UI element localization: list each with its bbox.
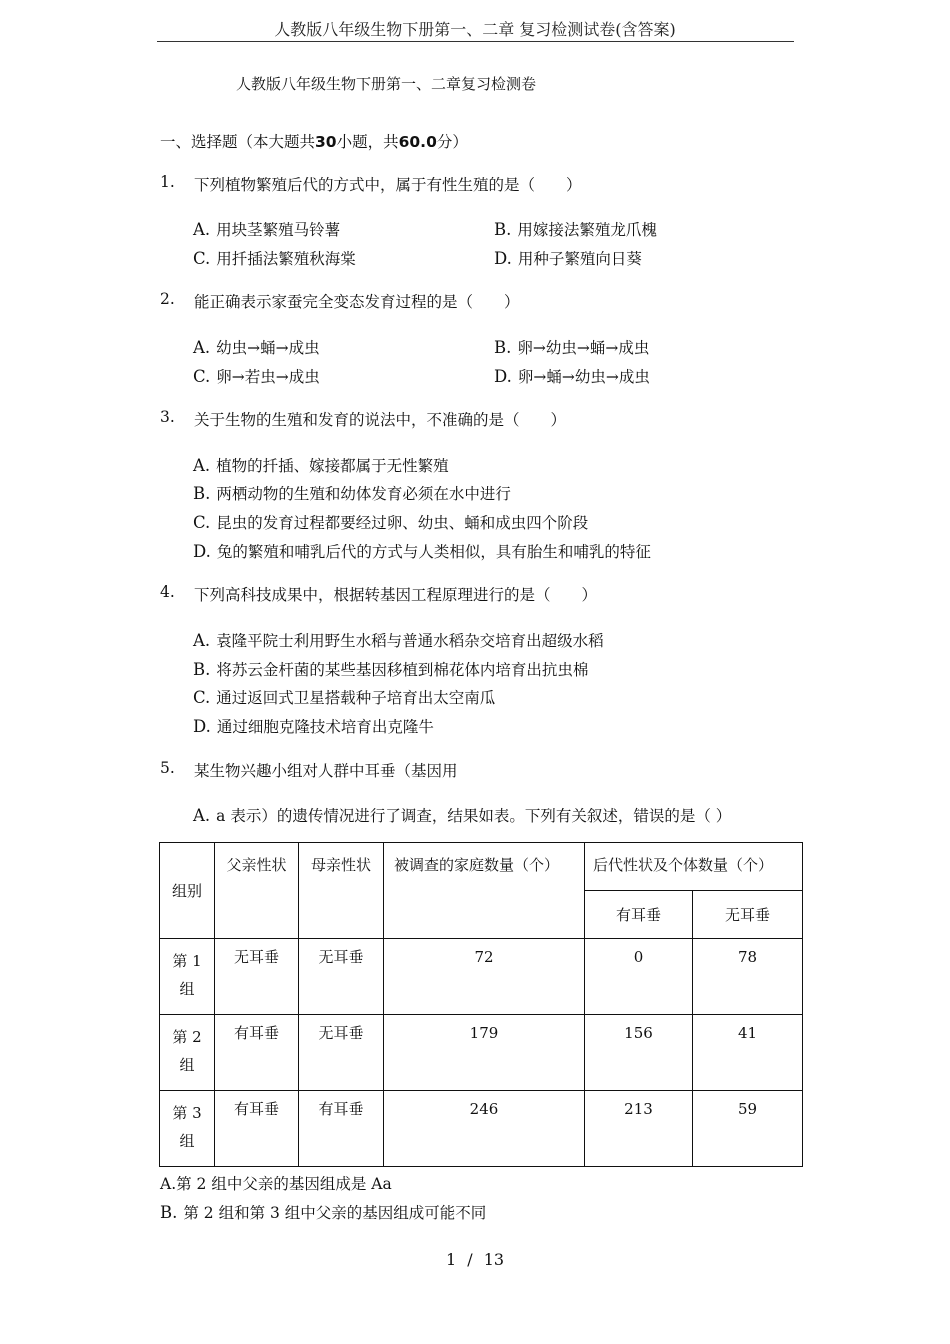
row-3-with: 213 [585, 1091, 693, 1167]
question-2-option-c: C. 卵→若虫→成虫 [193, 367, 320, 386]
row-1-group: 第 1 组 [160, 939, 215, 1015]
header-with-lobe: 有耳垂 [585, 891, 693, 939]
question-3-option-d: D. 兔的繁殖和哺乳后代的方式与人类相似，具有胎生和哺乳的特征 [193, 542, 651, 561]
section-heading [160, 130, 468, 152]
question-1-option-b: B. 用嫁接法繁殖龙爪槐 [494, 220, 657, 239]
question-2-option-d: D. 卵→蛹→幼虫→成虫 [494, 367, 650, 386]
page-separator: / [467, 1250, 473, 1269]
header-mother: 母亲性状 [299, 843, 384, 939]
row-1-with: 0 [585, 939, 693, 1015]
question-2-option-b: B. 卵→幼虫→蛹→成虫 [494, 338, 650, 357]
row-2-without: 41 [693, 1015, 803, 1091]
question-2-text: 能正确表示家蚕完全变态发育过程的是（ ） [194, 293, 520, 311]
question-4-option-d: D. 通过细胞克隆技术培育出克隆牛 [193, 717, 434, 736]
row-1-without: 78 [693, 939, 803, 1015]
row-2-with: 156 [585, 1015, 693, 1091]
question-5-option-b: B. 第 2 组和第 3 组中父亲的基因组成可能不同 [160, 1203, 487, 1222]
question-2-number: 2. [160, 290, 175, 308]
row-1-families: 72 [384, 939, 585, 1015]
question-4-option-b: B. 将苏云金杆菌的某些基因移植到棉花体内培育出抗虫棉 [193, 660, 589, 679]
header-group: 组别 [160, 843, 215, 939]
table-row [160, 1015, 803, 1091]
header-offspring: 后代性状及个体数量（个） [585, 843, 803, 891]
question-3-option-a: A. 植物的扦插、嫁接都属于无性繁殖 [193, 456, 449, 475]
question-3-number: 3. [160, 408, 175, 426]
header-father: 父亲性状 [215, 843, 299, 939]
section-mid: 小题，共 [336, 133, 399, 151]
question-4-option-a: A. 袁隆平院士利用野生水稻与普通水稻杂交培育出超级水稻 [193, 631, 604, 650]
row-3-group: 第 3 组 [160, 1091, 215, 1167]
question-3-text: 关于生物的生殖和发育的说法中，不准确的是（ ） [194, 411, 567, 429]
question-1-text: 下列植物繁殖后代的方式中，属于有性生殖的是（ ） [194, 176, 582, 194]
question-5-number: 5. [160, 759, 175, 777]
document-title: 人教版八年级生物下册第一、二章复习检测卷 [236, 75, 537, 93]
section-count: 30 [315, 133, 337, 151]
question-2-option-a: A. 幼虫→蛹→成虫 [193, 338, 320, 357]
row-1-father: 无耳垂 [215, 939, 299, 1015]
survey-table [159, 842, 803, 1167]
question-1-number: 1. [160, 173, 175, 191]
question-4-option-c: C. 通过返回式卫星搭载种子培育出太空南瓜 [193, 688, 496, 707]
section-suffix: 分） [436, 133, 468, 151]
page-header: 人教版八年级生物下册第一、二章 复习检测试卷(含答案) [274, 20, 676, 39]
section-score: 60.0 [398, 133, 437, 151]
header-without-lobe: 无耳垂 [693, 891, 803, 939]
section-prefix: 一、选择题（本大题共 [160, 133, 316, 151]
row-2-mother: 无耳垂 [299, 1015, 384, 1091]
header-divider [157, 41, 794, 42]
header-families: 被调查的家庭数量（个） [384, 843, 585, 939]
question-3-option-b: B. 两栖动物的生殖和幼体发育必须在水中进行 [193, 484, 511, 503]
question-4-number: 4. [160, 583, 175, 601]
page-total: 13 [483, 1250, 505, 1269]
row-2-families: 179 [384, 1015, 585, 1091]
row-3-families: 246 [384, 1091, 585, 1167]
question-1-option-a: A. 用块茎繁殖马铃薯 [193, 220, 341, 239]
page-current: 1 [445, 1250, 457, 1269]
question-1-option-d: D. 用种子繁殖向日葵 [494, 249, 642, 268]
question-4-text: 下列高科技成果中，根据转基因工程原理进行的是（ ） [194, 586, 598, 604]
row-3-father: 有耳垂 [215, 1091, 299, 1167]
row-2-father: 有耳垂 [215, 1015, 299, 1091]
page-number [0, 1250, 950, 1269]
row-3-mother: 有耳垂 [299, 1091, 384, 1167]
table-row [160, 939, 803, 1015]
question-5-text: 某生物兴趣小组对人群中耳垂（基因用 [194, 762, 458, 780]
table-row [160, 1091, 803, 1167]
row-2-group: 第 2 组 [160, 1015, 215, 1091]
question-5-continuation: A. a 表示）的遗传情况进行了调查，结果如表。下列有关叙述，错误的是（ ） [193, 806, 732, 825]
question-5-option-a: A.第 2 组中父亲的基因组成是 Aa [160, 1175, 392, 1193]
question-3-option-c: C. 昆虫的发育过程都要经过卵、幼虫、蛹和成虫四个阶段 [193, 513, 589, 532]
question-1-option-c: C. 用扦插法繁殖秋海棠 [193, 249, 356, 268]
row-3-without: 59 [693, 1091, 803, 1167]
row-1-mother: 无耳垂 [299, 939, 384, 1015]
